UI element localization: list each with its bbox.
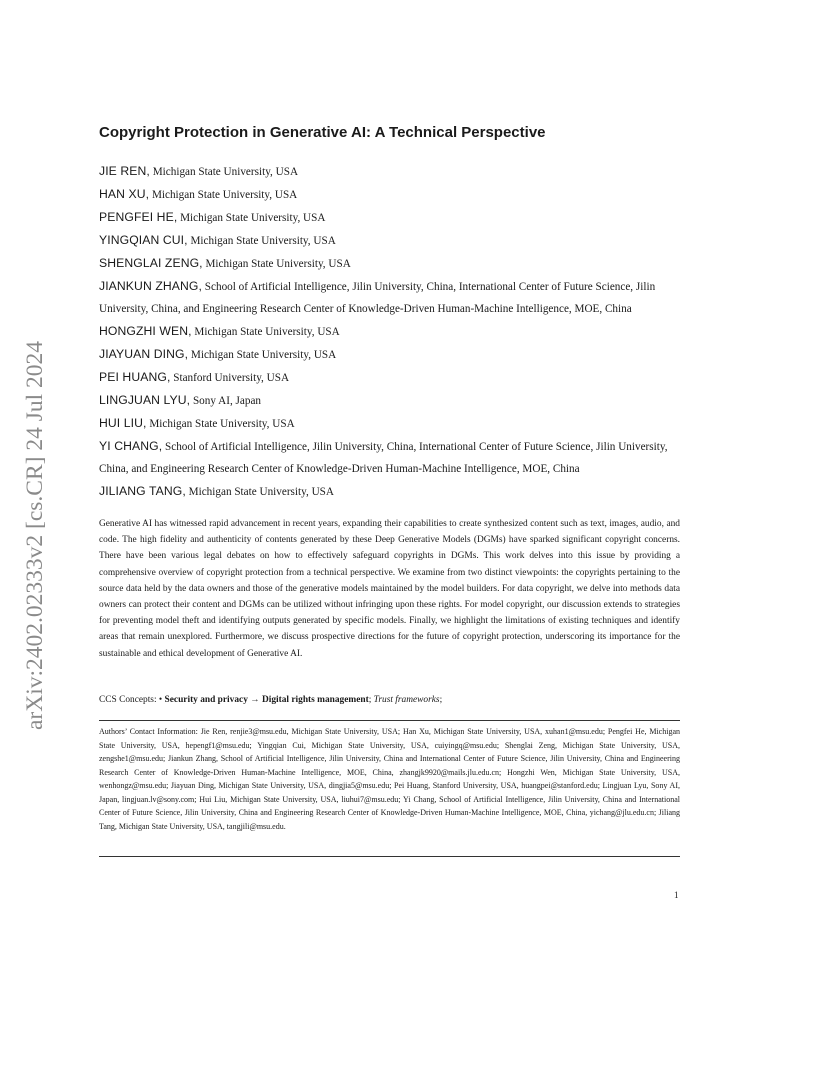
ccs-extra: Trust frameworks bbox=[373, 695, 440, 705]
author-entry bbox=[99, 229, 684, 252]
author-affiliation: Stanford University, USA bbox=[173, 372, 290, 384]
author-entry bbox=[99, 389, 684, 412]
author-name: JIE REN, bbox=[99, 164, 150, 178]
author-list bbox=[99, 160, 684, 503]
author-entry bbox=[99, 252, 684, 275]
author-name: LINGJUAN LYU, bbox=[99, 393, 191, 407]
author-affiliation: School of Artificial Intelligence, Jilin University, China, International Center of Future Science, Jilin University, China, and Engineering Research Center of Knowledge-Driven Human-Machine Intelligence, MOE, China bbox=[99, 281, 656, 315]
author-contact-footnote: Authors’ Contact Information: Jie Ren, renjie3@msu.edu, Michigan State University, USA; Han Xu, Michigan State University, USA, xuhan1@msu.edu; Pengfei He, Michigan State University, USA, hepengf1@msu.edu; Yingqian Cui, Michigan State University, USA, cuiyingq@msu.edu; Shenglai Zeng, Michigan State University, USA, zengshe1@msu.edu; Jiankun Zhang, School of Artificial Intelligence, Jilin University, China and International Center of Future Science, Jilin University, China and Engineering Research Center of Knowledge-Driven Human-Machine Intelligence, MOE, China, zhangjk9920@mails.jlu.edu.cn; Hongzhi Wen, Michigan State University, USA, wenhongz@msu.edu; Jiayuan Ding, Michigan State University, USA, dingjia5@msu.edu; Pei Huang, Stanford University, USA, huangpei@stanford.edu; Lingjuan Lyu, Sony AI, Japan, lingjuan.lv@sony.com; Hui Liu, Michigan State University, USA, liuhui7@msu.edu; Yi Chang, School of Artificial Intelligence, Jilin University, China and International Center of Future Science, Jilin University, China and Engineering Research Center of Knowledge-Driven Human-Machine Intelligence, MOE, China, yichang@jlu.edu.cn; Jiliang Tang, Michigan State University, USA, tangjili@msu.edu. bbox=[99, 727, 680, 831]
abstract: Generative AI has witnessed rapid advancement in recent years, expanding their capabilities to create synthesized content such as text, images, audio, and code. The high fidelity and authenticity of contents generated by these Deep Generative Models (DGMs) have sparked significant copyright concerns. There have been various legal debates on how to effectively safeguard copyrights in DGMs. This work delves into this issue by providing a comprehensive overview of copyright protection from a technical perspective. We examine from two distinct viewpoints: the copyrights pertaining to the source data held by the data owners and those of the generative models maintained by the model builders. For data copyright, we delve into methods data owners can protect their content and DGMs can be utilized without infringing upon these rights. For model copyright, our discussion extends to strategies for preventing model theft and identifying outputs generated by specific models. Finally, we highlight the limitations of existing techniques and identify areas that remain unexplored. Furthermore, we discuss prospective directions for the future of copyright protection, underscoring its importance for the sustainable and ethical development of Generative AI. bbox=[99, 519, 680, 659]
author-entry bbox=[99, 412, 684, 435]
author-entry bbox=[99, 320, 684, 343]
author-entry bbox=[99, 160, 684, 183]
author-affiliation: Sony AI, Japan bbox=[192, 395, 262, 407]
author-name: PEI HUANG, bbox=[99, 370, 171, 384]
page-number: 1 bbox=[674, 890, 679, 900]
ccs-arrow: → bbox=[250, 695, 260, 705]
ccs-label: CCS Concepts: bbox=[99, 695, 157, 705]
author-name: HONGZHI WEN, bbox=[99, 324, 192, 338]
author-affiliation: Michigan State University, USA bbox=[194, 326, 340, 338]
author-name: SHENGLAI ZENG, bbox=[99, 256, 203, 270]
ccs-concept: Digital rights management bbox=[261, 695, 369, 705]
author-entry bbox=[99, 435, 684, 480]
author-affiliation: Michigan State University, USA bbox=[180, 212, 326, 224]
ccs-concepts bbox=[99, 695, 680, 705]
author-entry bbox=[99, 343, 684, 366]
ccs-bullet: • bbox=[158, 695, 163, 705]
author-affiliation: Michigan State University, USA bbox=[190, 235, 336, 247]
footnote-top-rule bbox=[99, 720, 680, 721]
author-entry bbox=[99, 275, 684, 320]
author-affiliation: Michigan State University, USA bbox=[152, 166, 299, 178]
author-entry bbox=[99, 183, 684, 206]
author-name: YI CHANG, bbox=[99, 439, 163, 453]
ccs-topic: Security and privacy bbox=[164, 695, 248, 705]
author-affiliation: Michigan State University, USA bbox=[190, 349, 337, 361]
arxiv-sidebar bbox=[20, 300, 52, 770]
author-affiliation: Michigan State University, USA bbox=[149, 418, 295, 430]
author-name: HUI LIU, bbox=[99, 416, 147, 430]
author-name: YINGQIAN CUI, bbox=[99, 233, 188, 247]
author-name: JIANKUN ZHANG, bbox=[99, 279, 202, 293]
author-affiliation: Michigan State University, USA bbox=[151, 189, 298, 201]
author-name: JIAYUAN DING, bbox=[99, 347, 189, 361]
author-name: JILIANG TANG, bbox=[99, 484, 186, 498]
author-affiliation: School of Artificial Intelligence, Jilin University, China, International Center of Future Science, Jilin University, China, and Engineering Research Center of Knowledge-Driven Human-Machine Intelligence, MOE, China bbox=[99, 441, 668, 475]
author-name: PENGFEI HE, bbox=[99, 210, 178, 224]
author-entry bbox=[99, 480, 684, 503]
author-name: HAN XU, bbox=[99, 187, 150, 201]
author-affiliation: Michigan State University, USA bbox=[205, 258, 351, 270]
arxiv-identifier: arXiv:2402.02333v2 [cs.CR] 24 Jul 2024 bbox=[22, 340, 49, 730]
author-affiliation: Michigan State University, USA bbox=[188, 486, 334, 498]
paper-title: Copyright Protection in Generative AI: A Technical Perspective bbox=[99, 124, 546, 141]
ccs-end: ; bbox=[439, 695, 443, 705]
author-entry bbox=[99, 366, 684, 389]
author-entry bbox=[99, 206, 684, 229]
ccs-separator: ; bbox=[368, 695, 372, 705]
footnote-bottom-rule bbox=[99, 856, 680, 857]
